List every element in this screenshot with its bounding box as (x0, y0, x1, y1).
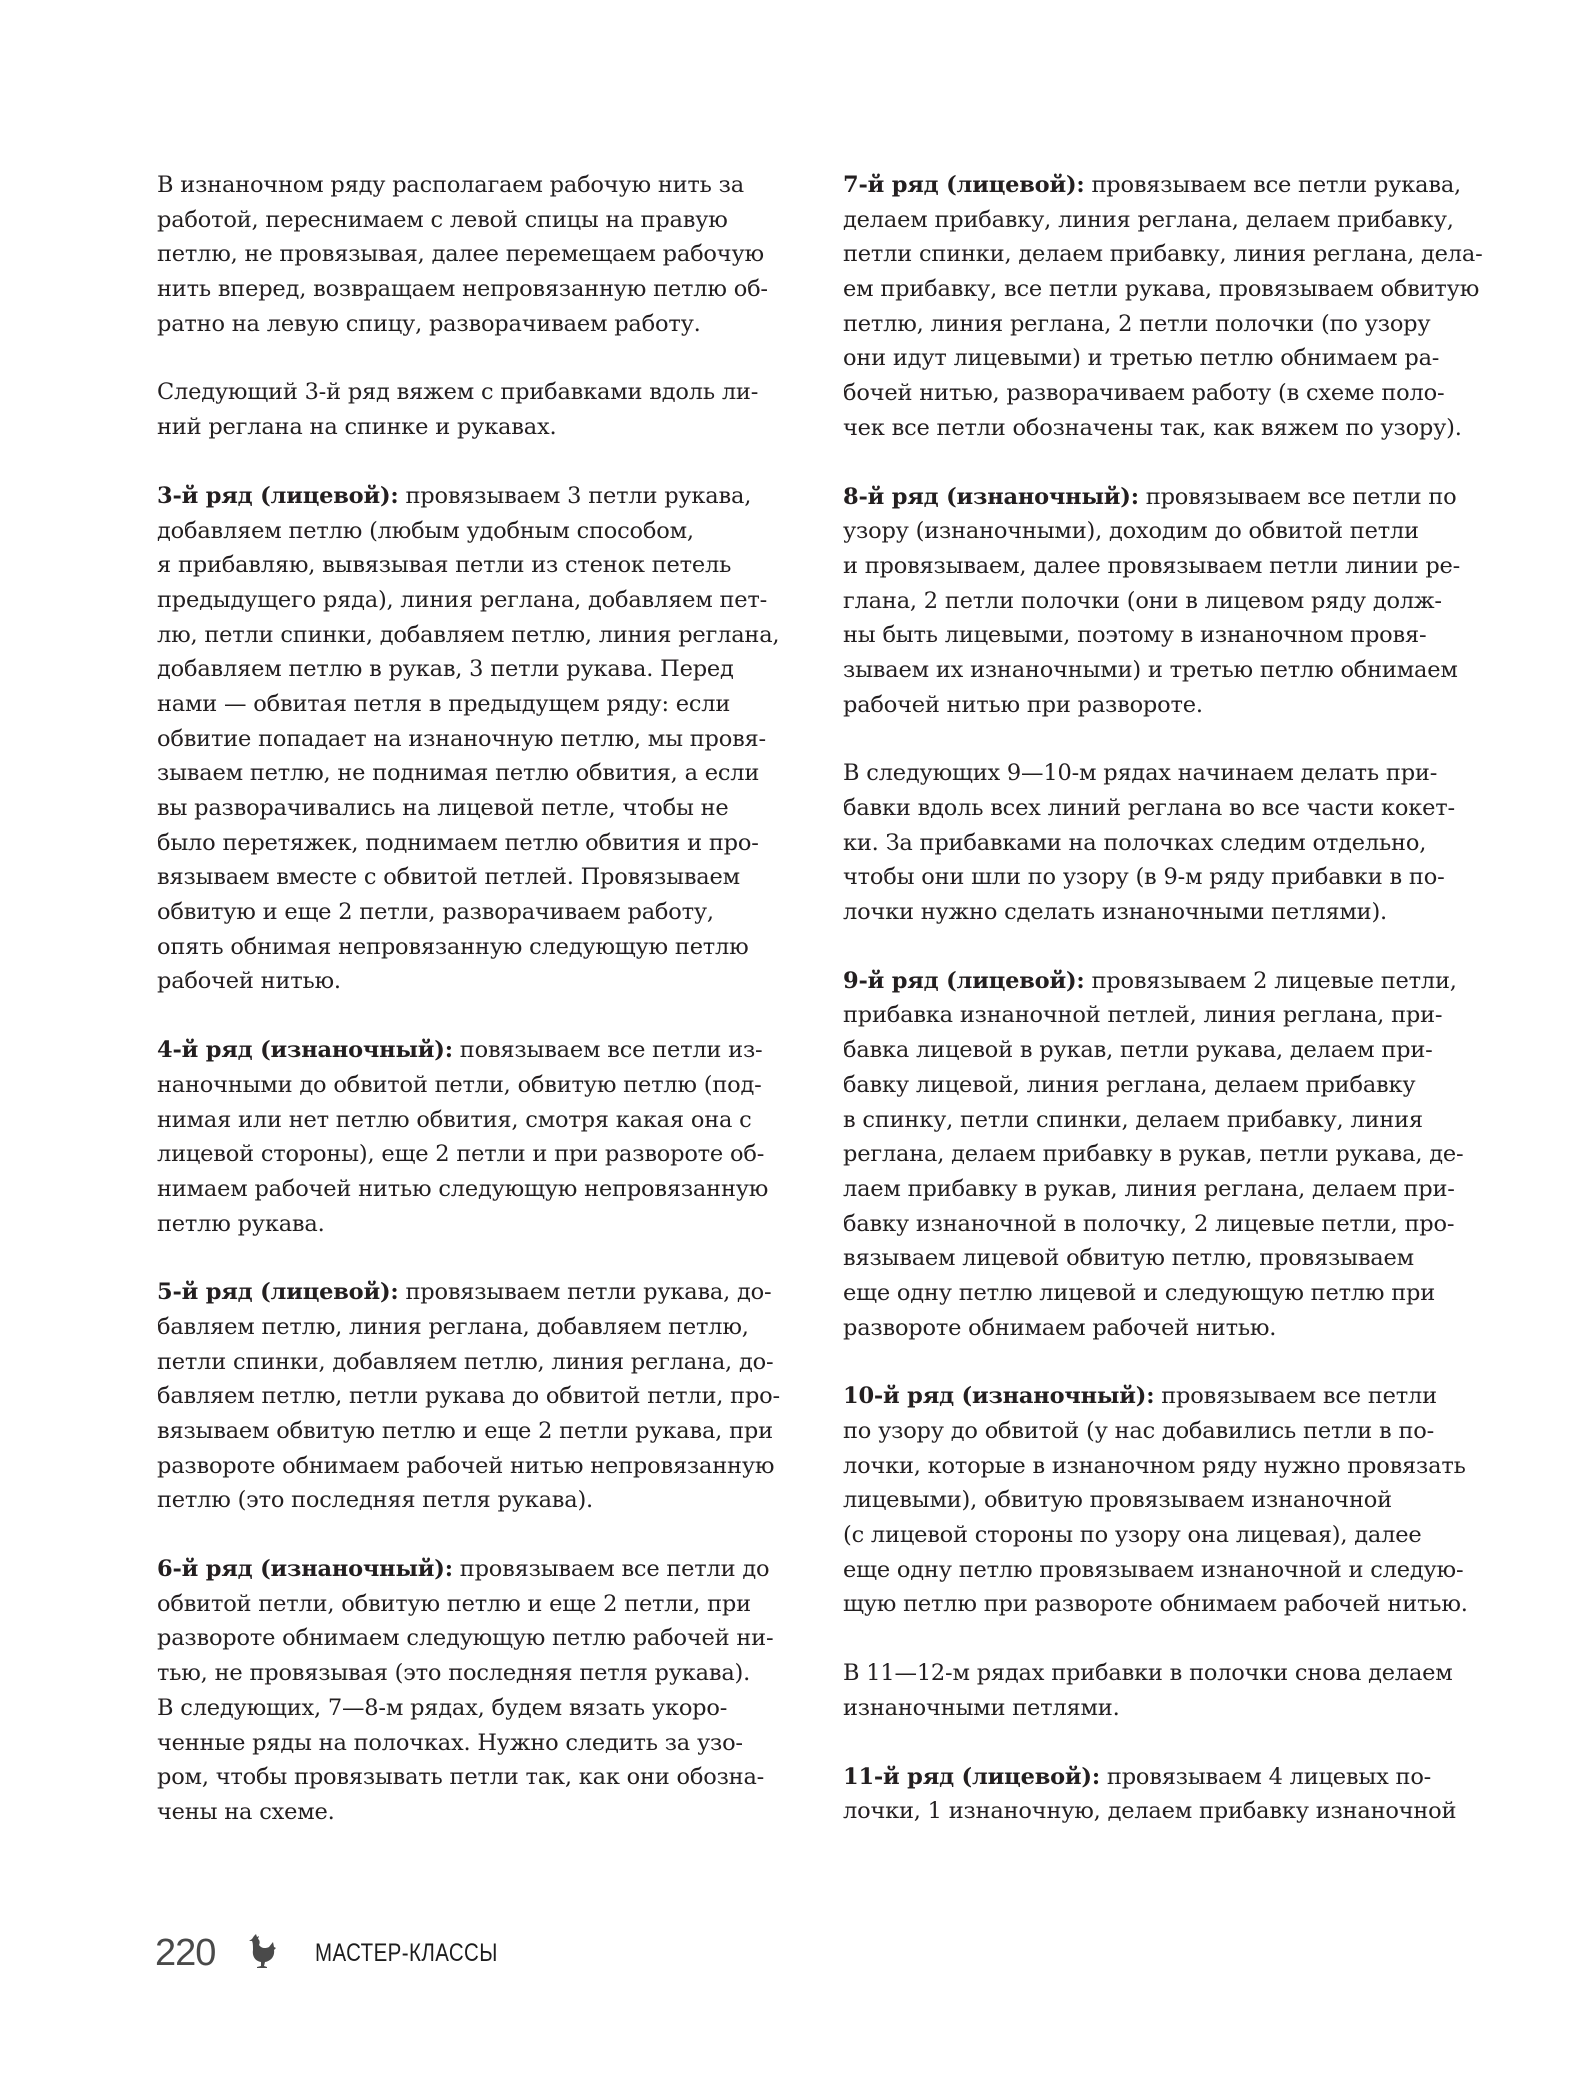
text-line (843, 895, 1483, 930)
text-line (843, 653, 1483, 688)
line-text: петлю (это последняя петля рукава). (157, 1487, 593, 1514)
line-text: бавляем петлю, петли рукава до обвитой петли, про- (157, 1383, 780, 1410)
paragraph (843, 756, 1483, 929)
text-line (157, 756, 807, 791)
line-text: развороте обнимаем рабочей нитью непровязанную (157, 1452, 775, 1479)
text-line (843, 688, 1483, 723)
text-line (157, 1726, 807, 1761)
line-text: добавляем петлю в рукав, 3 петли рукава. Перед (157, 656, 734, 683)
text-line (843, 480, 1483, 515)
text-line (157, 583, 807, 618)
line-text: петлю, не провязывая, далее перемещаем рабочую (157, 241, 764, 268)
text-line (843, 998, 1483, 1033)
line-text: лицевыми), обвитую провязываем изнаночной (843, 1487, 1392, 1514)
text-line (157, 1691, 807, 1726)
line-text: в спинку, петли спинки, делаем прибавку, линия (843, 1106, 1423, 1133)
line-text: еще одну петлю лицевой и следующую петлю при (843, 1279, 1436, 1306)
line-text: провязываем 2 лицевые петли, (1084, 967, 1457, 994)
line-text: вязываем лицевой обвитую петлю, провязываем (843, 1245, 1414, 1272)
line-text: чены на схеме. (157, 1798, 335, 1825)
text-line (843, 1760, 1483, 1795)
text-line (157, 722, 807, 757)
text-line (157, 1345, 807, 1380)
text-line (157, 1414, 807, 1449)
text-line (157, 1379, 807, 1414)
text-line (843, 1241, 1483, 1276)
page-number: 220 (155, 1931, 216, 1974)
line-text: обвитой петли, обвитую петлю и еще 2 петли, при (157, 1590, 751, 1617)
line-text: я прибавляю, вывязывая петли из стенок петель (157, 552, 732, 579)
line-text: щую петлю при развороте обнимаем рабочей нитью. (843, 1591, 1468, 1618)
line-text: чтобы они шли по узору (в 9-м ряду прибавки в по- (843, 864, 1445, 891)
text-line (843, 1449, 1483, 1484)
line-text: петли спинки, делаем прибавку, линия реглана, дела- (843, 241, 1483, 268)
line-text: провязываем все петли до (452, 1556, 770, 1583)
paragraph (157, 1275, 807, 1518)
text-line (157, 1656, 807, 1691)
paragraph (157, 375, 807, 444)
text-line (157, 168, 807, 203)
text-line (157, 307, 807, 342)
line-text: провязываем 3 петли рукава, (398, 482, 752, 509)
text-line (843, 791, 1483, 826)
line-text: было перетяжек, поднимаем петлю обвития и про- (157, 829, 759, 856)
line-text: ем прибавку, все петли рукава, провязываем обвитую (843, 276, 1480, 303)
line-text: провязываем все петли рукава, (1084, 172, 1462, 198)
text-line (157, 687, 807, 722)
text-line (157, 1172, 807, 1207)
paragraph (843, 480, 1483, 723)
text-line (843, 549, 1483, 584)
line-text: делаем прибавку, линия реглана, делаем прибавку, (843, 206, 1454, 233)
text-line (157, 1760, 807, 1795)
line-text: добавляем петлю (любым удобным способом, (157, 517, 694, 544)
line-text: они идут лицевыми) и третью петлю обнимаем ра- (843, 345, 1440, 372)
text-line (843, 1656, 1483, 1691)
line-text: узору (изнаночными), доходим до обвитой петли (843, 518, 1419, 545)
row-heading: 8-й ряд (изнаночный): (843, 483, 1139, 510)
line-text: лю, петли спинки, добавляем петлю, линия реглана, (157, 621, 780, 648)
text-line (843, 1068, 1483, 1103)
text-line (157, 1483, 807, 1518)
text-line (843, 1311, 1483, 1346)
line-text: и провязываем, далее провязываем петли линии ре- (843, 552, 1461, 579)
line-text: развороте обнимаем следующую петлю рабочей ни- (157, 1625, 774, 1652)
line-text: изнаночными петлями. (843, 1694, 1120, 1721)
text-line (843, 860, 1483, 895)
text-line (843, 237, 1483, 272)
line-text: тью, не провязывая (это последняя петля рукава). (157, 1660, 751, 1687)
line-text: нами — обвитая петля в предыдущем ряду: если (157, 690, 731, 717)
row-heading: 3-й ряд (лицевой): (157, 482, 399, 509)
line-text: нимая или нет петлю обвития, смотря какая она с (157, 1106, 752, 1133)
line-text: В следующих 9—10-м рядах начинаем делать при- (843, 760, 1438, 787)
row-heading: 11-й ряд (лицевой): (843, 1763, 1100, 1790)
text-line (843, 964, 1483, 999)
row-heading: 6-й ряд (изнаночный): (157, 1556, 453, 1583)
line-text: вязываем вместе с обвитой петлей. Провязываем (157, 864, 740, 891)
line-text: ром, чтобы провязывать петли так, как они обозна- (157, 1764, 765, 1791)
line-text: провязываем все петли по (1138, 483, 1457, 510)
text-line (157, 1310, 807, 1345)
line-text: по узору до обвитой (у нас добавились петли в по- (843, 1418, 1435, 1444)
line-text: реглана, делаем прибавку в рукав, петли рукава, де- (843, 1141, 1464, 1168)
line-text: наночными до обвитой петли, обвитую петлю (под- (157, 1071, 762, 1098)
text-line (843, 618, 1483, 653)
text-line (157, 479, 807, 514)
text-line (843, 168, 1483, 203)
line-text: петлю рукава. (157, 1210, 325, 1237)
line-text: ратно на левую спицу, разворачиваем работу. (157, 310, 701, 337)
text-line (157, 410, 807, 445)
text-line (157, 860, 807, 895)
text-line (157, 1068, 807, 1103)
line-text: глана, 2 петли полочки (они в лицевом ряду долж- (843, 587, 1442, 614)
line-text: бавку лицевой, линия реглана, делаем прибавку (843, 1071, 1416, 1098)
line-text: ки. За прибавками на полочках следим отдельно, (843, 829, 1427, 856)
text-line (843, 1483, 1483, 1518)
left-column (157, 168, 807, 1864)
text-line (157, 1621, 807, 1656)
line-text: лицевой стороны), еще 2 петли и при развороте об- (157, 1141, 765, 1168)
line-text: опять обнимая непровязанную следующую петлю (157, 933, 749, 960)
line-text: рабочей нитью при развороте. (843, 691, 1203, 718)
text-line (843, 1691, 1483, 1726)
text-line (157, 375, 807, 410)
paragraph (157, 1552, 807, 1830)
paragraph (843, 1760, 1483, 1829)
text-line (157, 237, 807, 272)
text-line (157, 791, 807, 826)
line-text: В изнаночном ряду располагаем рабочую нить за (157, 172, 744, 198)
line-text: зываем петлю, не поднимая петлю обвития, а если (157, 760, 760, 787)
text-line (157, 964, 807, 999)
line-text: повязываем все петли из- (452, 1037, 763, 1064)
text-line (843, 272, 1483, 307)
paragraph (843, 1656, 1483, 1725)
text-line (843, 376, 1483, 411)
line-text: зываем их изнаночными) и третью петлю обнимаем (843, 656, 1458, 683)
line-text: работой, переснимаем с левой спицы на правую (157, 206, 728, 233)
line-text: предыдущего ряда), линия реглана, добавляем пет- (157, 586, 768, 613)
line-text: (с лицевой стороны по узору она лицевая), далее (843, 1522, 1422, 1549)
text-line (157, 1275, 807, 1310)
text-line (157, 272, 807, 307)
page-footer (155, 1928, 538, 1978)
line-text: развороте обнимаем рабочей нитью. (843, 1314, 1277, 1341)
line-text: обвитие попадает на изнаночную петлю, мы провя- (157, 725, 766, 752)
line-text: лочки, 1 изнаночную, делаем прибавку изнаночной (843, 1798, 1457, 1825)
paragraph (157, 479, 807, 999)
line-text: В 11—12-м рядах прибавки в полочки снова делаем (843, 1660, 1453, 1687)
line-text: провязываем все петли (1154, 1383, 1437, 1410)
text-line (843, 1137, 1483, 1172)
text-line (843, 514, 1483, 549)
line-text: ний реглана на спинке и рукавах. (157, 414, 557, 441)
paragraph (157, 1033, 807, 1241)
paragraph (843, 1379, 1483, 1622)
text-line (843, 1518, 1483, 1553)
text-line (157, 826, 807, 861)
text-line (843, 1033, 1483, 1068)
line-text: провязываем 4 лицевых по- (1099, 1763, 1432, 1790)
line-text: бавку изнаночной в полочку, 2 лицевые петли, про- (843, 1210, 1455, 1237)
text-line (157, 895, 807, 930)
hen-icon (247, 1934, 277, 1972)
row-heading: 7-й ряд (лицевой): (843, 172, 1085, 198)
text-line (157, 618, 807, 653)
right-column (843, 168, 1483, 1863)
text-line (157, 1033, 807, 1068)
line-text: еще одну петлю провязываем изнаночной и следую- (843, 1556, 1464, 1583)
text-line (157, 1207, 807, 1242)
row-heading: 5-й ряд (лицевой): (157, 1279, 399, 1306)
text-line (843, 1379, 1483, 1414)
text-line (157, 1449, 807, 1484)
text-line (157, 1103, 807, 1138)
line-text: провязываем петли рукава, до- (398, 1279, 772, 1306)
text-line (843, 1794, 1483, 1829)
text-line (157, 1552, 807, 1587)
line-text: ченные ряды на полочках. Нужно следить за узо- (157, 1729, 743, 1756)
text-line (157, 1795, 807, 1830)
text-line (843, 1172, 1483, 1207)
line-text: обвитую и еще 2 петли, разворачиваем работу, (157, 899, 714, 926)
line-text: чек все петли обозначены так, как вяжем по узору). (843, 414, 1462, 441)
line-text: бочей нитью, разворачиваем работу (в схеме поло- (843, 380, 1445, 407)
text-line (843, 203, 1483, 238)
text-line (157, 514, 807, 549)
text-line (157, 930, 807, 965)
text-line (157, 203, 807, 238)
line-text: лочки, которые в изнаночном ряду нужно провязать (843, 1452, 1466, 1479)
line-text: ны быть лицевыми, поэтому в изнаночном провя- (843, 622, 1427, 649)
line-text: лаем прибавку в рукав, линия реглана, делаем при- (843, 1175, 1455, 1202)
text-line (843, 1553, 1483, 1588)
paragraph (843, 168, 1483, 446)
line-text: петли спинки, добавляем петлю, линия реглана, до- (157, 1348, 774, 1375)
paragraph (157, 168, 807, 341)
text-line (843, 584, 1483, 619)
line-text: вязываем обвитую петлю и еще 2 петли рукава, при (157, 1418, 773, 1444)
line-text: Следующий 3-й ряд вяжем с прибавками вдоль ли- (157, 379, 759, 406)
text-line (843, 826, 1483, 861)
text-line (843, 1103, 1483, 1138)
line-text: прибавка изнаночной петлей, линия реглана, при- (843, 1002, 1443, 1029)
text-line (157, 652, 807, 687)
text-line (157, 548, 807, 583)
row-heading: 9-й ряд (лицевой): (843, 967, 1085, 994)
text-line (157, 1137, 807, 1172)
line-text: лочки нужно сделать изнаночными петлями). (843, 899, 1388, 926)
row-heading: 4-й ряд (изнаночный): (157, 1037, 453, 1064)
section-title: МАСТЕР-КЛАССЫ (315, 1938, 499, 1967)
text-line (843, 1276, 1483, 1311)
text-line (843, 756, 1483, 791)
line-text: бавка лицевой в рукав, петли рукава, делаем при- (843, 1037, 1433, 1064)
line-text: бавки вдоль всех линий реглана во все части кокет- (843, 795, 1455, 821)
line-text: нимаем рабочей нитью следующую непровязанную (157, 1175, 769, 1202)
text-line (843, 307, 1483, 342)
paragraph (843, 964, 1483, 1346)
row-heading: 10-й ряд (изнаночный): (843, 1383, 1155, 1410)
text-line (843, 411, 1483, 446)
line-text: рабочей нитью. (157, 968, 341, 995)
text-line (843, 1414, 1483, 1449)
text-line (843, 1207, 1483, 1242)
line-text: бавляем петлю, линия реглана, добавляем петлю, (157, 1313, 749, 1340)
line-text: нить вперед, возвращаем непровязанную петлю об- (157, 276, 768, 303)
text-line (843, 1587, 1483, 1622)
text-line (157, 1587, 807, 1622)
line-text: В следующих, 7—8-м рядах, будем вязать укоро- (157, 1694, 728, 1721)
line-text: вы разворачивались на лицевой петле, чтобы не (157, 795, 729, 821)
line-text: петлю, линия реглана, 2 петли полочки (по узору (843, 310, 1431, 337)
text-line (843, 341, 1483, 376)
